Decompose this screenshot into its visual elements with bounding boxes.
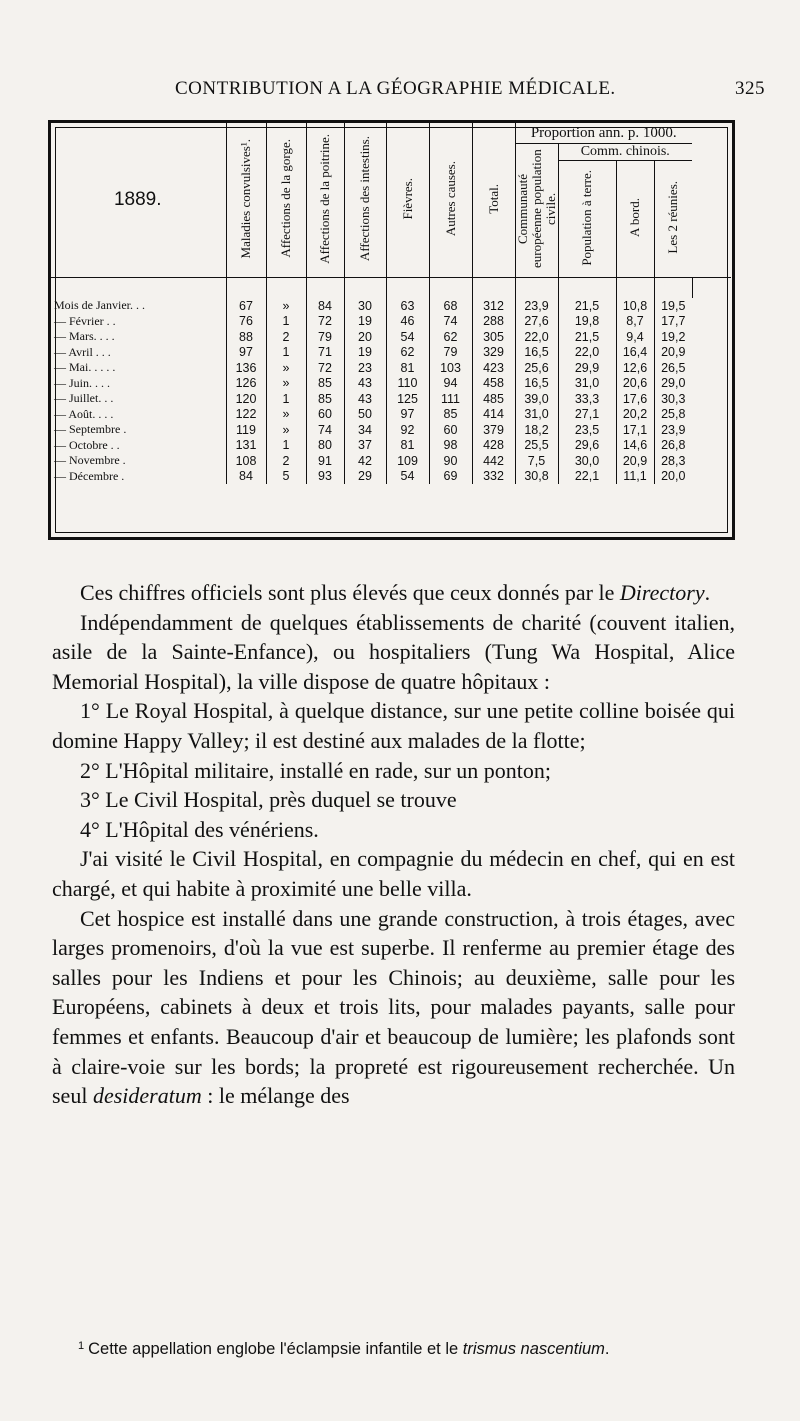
table-cell: 5 [266,469,306,485]
row-month: — Septembre . [54,422,127,437]
row-month: — Mai. . . . . [54,360,116,375]
table-cell: 33,3 [558,391,616,407]
table-cell: 305 [472,329,515,345]
table-cell: 109 [386,453,429,469]
table-cell: 30,0 [558,453,616,469]
row-month: — Avril . . . [54,344,111,359]
table-cell: 91 [306,453,344,469]
table-cell: 19,5 [654,298,692,314]
proportion-header: Proportion ann. p. 1000. [515,123,692,144]
table-cell: 131 [226,438,266,454]
table-cell: 14,6 [616,438,654,454]
row-month: — Décembre . [54,468,125,483]
table-cell: 125 [386,391,429,407]
paragraph: Cet hospice est installé dans une grande construction, à trois étages, avec larges promenoirs, d'où la vue est superbe. Il renferme au premier étage des salles pour les Indiens et pour les Chinois; au deuxième, salle pour les Européens, cabinets à deux et trois lits, pour malades payants, salle pour femmes et enfants. Beaucoup d'air et beaucoup de lumière; les plafonds sont à claire-voie sur les bords; la propreté est rigoureusement recherchée. Un seul desideratum : le mélange des [52,905,735,1109]
table-cell: 34 [344,422,386,438]
col-header: Population à terre. [558,161,616,278]
mortality-table [50,123,731,484]
table-cell: 29,0 [654,376,692,392]
table-cell: 76 [226,314,266,330]
table-cell: 31,0 [558,376,616,392]
table-row [50,360,731,376]
paragraph: 4° L'Hôpital des vénériens. [80,816,319,842]
table-cell: 97 [386,407,429,423]
paragraph: Ces chiffres officiels sont plus élevés que ceux donnés par le Directory. [80,580,711,605]
table-cell: 19,8 [558,314,616,330]
row-month: — Juillet. . . [54,391,114,406]
table-cell: » [266,376,306,392]
table-row [50,422,731,438]
col-header: Les 2 réunies. [654,161,692,278]
table-cell: 79 [429,345,472,361]
table-cell: 19 [344,314,386,330]
table-cell: 136 [226,360,266,376]
table-cell: 79 [306,329,344,345]
table-cell: 1 [266,438,306,454]
table-cell: 10,8 [616,298,654,314]
table-cell: 23,9 [654,422,692,438]
col-header: Affections de la poitrine. [306,123,344,278]
chinese-community-header: Comm. chinois. [558,144,692,161]
table-cell: 43 [344,376,386,392]
table-cell: 19 [344,345,386,361]
table-cell: 9,4 [616,329,654,345]
table-cell: 88 [226,329,266,345]
table-cell: 74 [306,422,344,438]
table-cell: 80 [306,438,344,454]
table-cell: 379 [472,422,515,438]
table-cell: 12,6 [616,360,654,376]
row-month: — Octobre . . [54,437,120,452]
table-cell: 312 [472,298,515,314]
table-cell: 94 [429,376,472,392]
table-row [50,314,731,330]
table-row [50,345,731,361]
table-cell: 26,8 [654,438,692,454]
table-cell: 20 [344,329,386,345]
table-cell: 332 [472,469,515,485]
table-cell: 74 [429,314,472,330]
row-month: — Août. . . . [54,406,114,421]
page-number: 325 [735,78,765,99]
table-cell: 17,1 [616,422,654,438]
table-cell: 31,0 [515,407,558,423]
table-cell: 23 [344,360,386,376]
table-cell: 39,0 [515,391,558,407]
table-cell: 11,1 [616,469,654,485]
row-month: — Mars. . . . [54,329,115,344]
table-cell: 72 [306,314,344,330]
table-cell: 43 [344,391,386,407]
paragraph: J'ai visité le Civil Hospital, en compagnie du médecin en chef, qui en est chargé, et qui habite à proximité une belle villa. [52,846,735,901]
table-cell: 19,2 [654,329,692,345]
table-cell: 84 [306,298,344,314]
table-cell: » [266,422,306,438]
table-cell: 21,5 [558,298,616,314]
table-cell: 329 [472,345,515,361]
table-cell: 71 [306,345,344,361]
row-month: — Novembre . [54,453,126,468]
table-cell: 485 [472,391,515,407]
table-cell: 27,6 [515,314,558,330]
table-cell: 16,5 [515,345,558,361]
table-cell: 111 [429,391,472,407]
col-header: Maladies convulsives¹. [226,123,266,278]
table-cell: 72 [306,360,344,376]
table-row [50,469,731,485]
table-row [50,438,731,454]
table-cell: 20,9 [616,453,654,469]
table-row [50,329,731,345]
table-cell: 17,7 [654,314,692,330]
table-cell: 60 [306,407,344,423]
table-cell: 97 [226,345,266,361]
table-cell: 8,7 [616,314,654,330]
table-cell: 20,2 [616,407,654,423]
table-cell: 20,9 [654,345,692,361]
table-cell: 22,1 [558,469,616,485]
footnote: $^1$ Cette appellation englobe l'éclampsie infantile et le trismus nascentium. [78,1340,610,1358]
table-cell: 22,0 [558,345,616,361]
col-header: Communauté européenne population civile. [515,144,558,278]
table-cell: 16,5 [515,376,558,392]
table-cell: 67 [226,298,266,314]
body-text [52,578,735,1111]
table-row [50,391,731,407]
table-cell: 23,9 [515,298,558,314]
table-year: 1889. [113,189,162,210]
table-cell: 29,9 [558,360,616,376]
table-cell: 23,5 [558,422,616,438]
table-cell: 27,1 [558,407,616,423]
table-cell: 25,8 [654,407,692,423]
table-cell: 1 [266,345,306,361]
col-header: Autres causes. [429,123,472,278]
table-cell: 42 [344,453,386,469]
table-cell: 442 [472,453,515,469]
table-row [50,298,731,314]
table-row [50,453,731,469]
table-cell: 92 [386,422,429,438]
table-cell: 1 [266,391,306,407]
table-cell: 423 [472,360,515,376]
table-cell: 84 [226,469,266,485]
table-cell: 81 [386,360,429,376]
table-cell: 93 [306,469,344,485]
table-cell: 63 [386,298,429,314]
table-cell: 85 [429,407,472,423]
table-cell: 46 [386,314,429,330]
table-cell: 16,4 [616,345,654,361]
col-header: Fièvres. [386,123,429,278]
table-cell: 60 [429,422,472,438]
table-cell: 458 [472,376,515,392]
table-cell: 29,6 [558,438,616,454]
table-cell: 122 [226,407,266,423]
table-cell: 98 [429,438,472,454]
table-cell: 18,2 [515,422,558,438]
table-cell: 288 [472,314,515,330]
col-header: Affections de la gorge. [266,123,306,278]
table-cell: 2 [266,329,306,345]
running-head-title: CONTRIBUTION A LA GÉOGRAPHIE MÉDICALE. [175,78,616,99]
table-cell: 1 [266,314,306,330]
table-cell: 110 [386,376,429,392]
table-cell: 30 [344,298,386,314]
col-header: A bord. [616,161,654,278]
table-cell: 119 [226,422,266,438]
row-month: — Février . . [54,313,116,328]
table-cell: 37 [344,438,386,454]
table-cell: 21,5 [558,329,616,345]
table-cell: 68 [429,298,472,314]
paragraph: 3° Le Civil Hospital, près duquel se trouve [80,787,457,813]
table-cell: 414 [472,407,515,423]
table-cell: 28,3 [654,453,692,469]
table-row [50,407,731,423]
paragraph: 1° Le Royal Hospital, à quelque distance, sur une petite colline boisée qui domine Happy Valley; il est destiné aux malades de la flotte; [52,698,735,753]
table-cell: 103 [429,360,472,376]
table-cell: 7,5 [515,453,558,469]
table-cell: 428 [472,438,515,454]
col-header: Total. [472,123,515,278]
table-cell: 50 [344,407,386,423]
table-cell: 108 [226,453,266,469]
paragraph: Indépendamment de quelques établissements de charité (couvent italien, asile de la Sainte-Enfance), ou hospitaliers (Tung Wa Hospital, Alice Memorial Hospital), la ville dispose de quatre hôpitaux : [52,609,735,694]
table-cell: 17,6 [616,391,654,407]
table-cell: 62 [386,345,429,361]
table-cell: 126 [226,376,266,392]
table-cell: 2 [266,453,306,469]
table-row [50,376,731,392]
table-cell: » [266,407,306,423]
table-cell: 22,0 [515,329,558,345]
table-cell: 90 [429,453,472,469]
table-cell: » [266,360,306,376]
table-cell: 81 [386,438,429,454]
col-header: Affections des intestins. [344,123,386,278]
table-cell: 29 [344,469,386,485]
table-cell: 20,6 [616,376,654,392]
table-cell: 69 [429,469,472,485]
table-cell: 20,0 [654,469,692,485]
table-cell: 85 [306,376,344,392]
table-cell: 54 [386,329,429,345]
table-cell: 30,8 [515,469,558,485]
table-cell: » [266,298,306,314]
table-cell: 26,5 [654,360,692,376]
row-month: Mois de Janvier. . . [54,298,145,313]
table-cell: 30,3 [654,391,692,407]
paragraph: 2° L'Hôpital militaire, installé en rade, sur un ponton; [80,757,551,783]
table-cell: 62 [429,329,472,345]
table-cell: 54 [386,469,429,485]
table-cell: 25,6 [515,360,558,376]
table-cell: 120 [226,391,266,407]
row-month: — Juin. . . . [54,375,111,390]
table-cell: 25,5 [515,438,558,454]
table-cell: 85 [306,391,344,407]
